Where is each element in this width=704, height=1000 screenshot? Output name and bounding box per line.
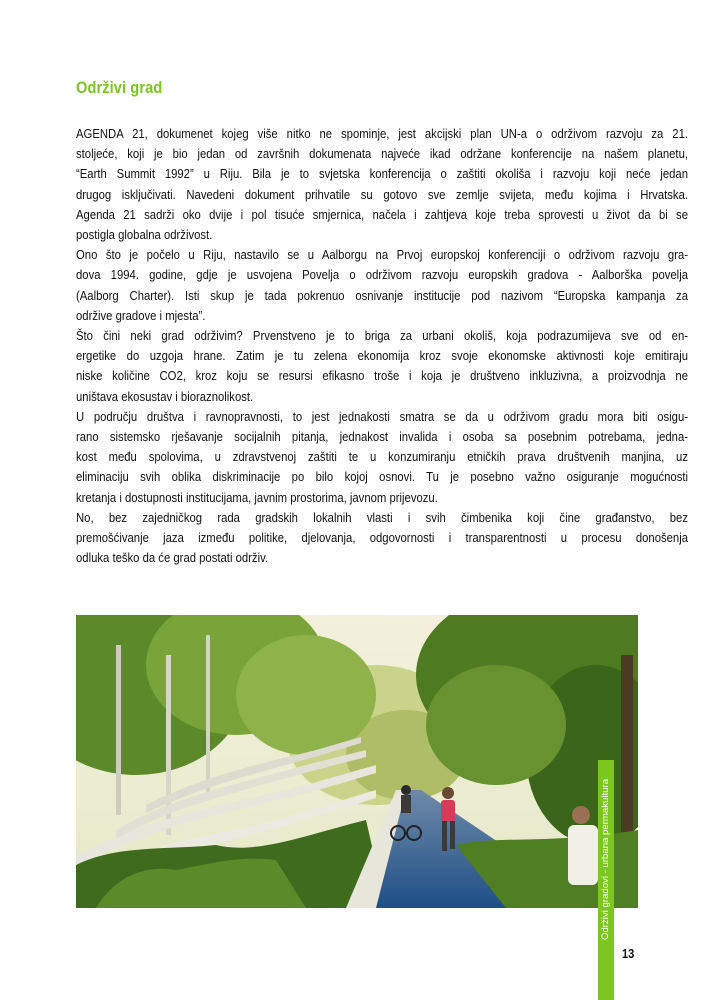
- text-line: U području društva i ravnopravnosti, to jest jednakosti smatra se da u održivom gradu mora biti osigu-: [76, 408, 688, 424]
- sidebar-label: [598, 760, 614, 940]
- text-line: (Aalborg Charter). Isti skup je tada pokrenuo osnivanje institucije pod nazivom “Europska kampanja za: [76, 287, 688, 303]
- text-line: premošćivanje jaza između politike, djelovanja, odgovornosti i transparentnosti u procesu donošenja: [76, 530, 688, 546]
- text-line: Što čini neki grad održivim? Prvenstveno je to briga za urbani okoliš, koja podrazumijeva sve od en-: [76, 328, 688, 344]
- text-line: “Earth Summit 1992” u Riju. Bila je to svjetska konferencija o zaštiti okoliša i razvoju koji neće jedan: [76, 166, 688, 182]
- text-line: održive gradove i mjesta”.: [76, 307, 206, 323]
- text-line: dova 1994. godine, gdje je usvojena Povelja o održivom razvoju europskih gradova - Aalborška povelja: [76, 267, 688, 283]
- text-line: stoljeće, koji je bio jedan od završnih dokumenata najveće ikad održane konferencije na našem planetu,: [76, 146, 688, 162]
- page-number: 13: [622, 946, 635, 961]
- text-line: kretanja i dostupnosti institucijama, javnim prostorima, javnom prijevozu.: [76, 489, 438, 505]
- text-line: postigla globalna održivost.: [76, 227, 213, 243]
- text-line: uništava ekosustav i bioraznolikost.: [76, 388, 254, 404]
- text-line: No, bez zajedničkog rada gradskih lokalnih vlasti i svih čimbenika koji čine građanstvo, bez: [76, 509, 688, 525]
- text-line: niske količine CO2, kroz koju se resursi efikasno troše i koja je društveno inkluzivna, a proizvodnja ne: [76, 368, 688, 384]
- sidebar-label-text: Održivi gradovi - urbana permakultura: [600, 778, 611, 940]
- urban-greenway-illustration: [76, 615, 638, 908]
- text-line: kost među spolovima, u zdravstvenoj zaštiti te u konzumiranju etničkih prava društvenih manjina, uz: [76, 449, 688, 465]
- text-line: Ono što je počelo u Riju, nastavilo se u Aalborgu na Prvoj europskoj konferenciji o održivom razvoju gra-: [76, 247, 688, 263]
- text-line: rano sistemsko rješavanje socijalnih pitanja, jednakost invalida i osoba sa posebnim potrebama, jedna-: [76, 429, 688, 445]
- section-title: Održivi grad: [76, 78, 163, 97]
- text-line: eliminaciju svih oblika diskriminacije po bilo kojoj osnovi. Tu je posebno važno osiguranje mogućnosti: [76, 469, 688, 485]
- text-line: AGENDA 21, dokumenet kojeg više nitko ne spominje, jest akcijski plan UN-a o održivom razvoju za 21.: [76, 126, 688, 141]
- text-line: ergetike do uzgoja hrane. Zatim je tu zelena ekonomija kroz svoje ekonomske aktivnosti koje emitiraju: [76, 348, 688, 364]
- text-line: Agenda 21 sadrži oko dvije i pol tisuće smjernica, načela i zahtjeva koje treba sprovesti u život da bi se: [76, 206, 688, 222]
- text-line: drugog isključivati. Navedeni dokument prihvatile su gotovo sve zemlje svijeta, među kojima i Hrvatska.: [76, 186, 688, 202]
- text-line: odluka teško da će grad postati održiv.: [76, 550, 269, 566]
- body-text: [76, 124, 688, 568]
